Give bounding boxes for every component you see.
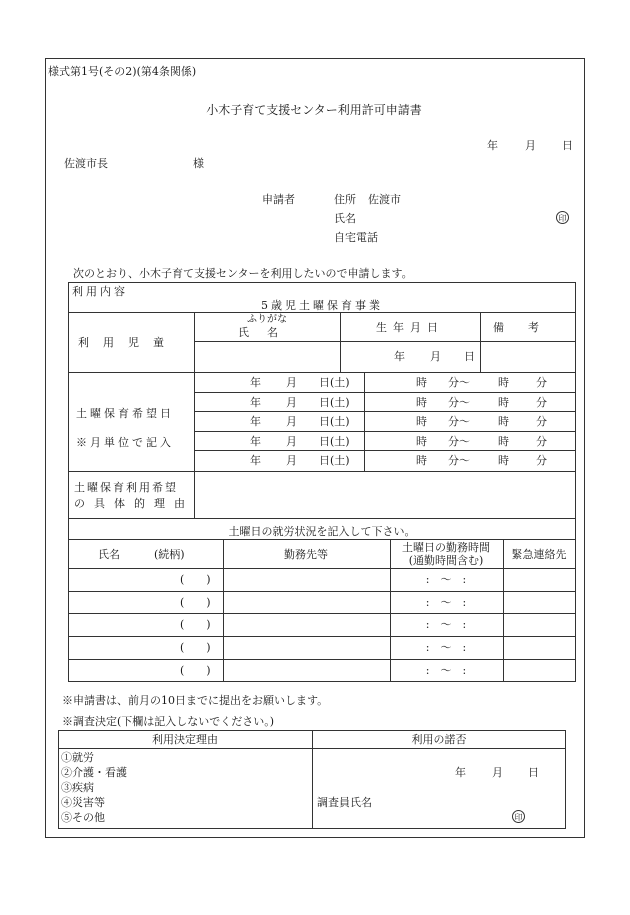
row-day: 日(土) — [319, 415, 350, 428]
work-time: : 〜 : — [425, 596, 467, 609]
row-min-start: 分〜 — [448, 435, 470, 448]
relation-paren: ( ) — [180, 641, 211, 654]
relation-paren: ( ) — [180, 573, 211, 586]
row-year: 年 — [250, 435, 261, 448]
address-value: 佐渡市 — [368, 193, 401, 206]
intro-text: 次のとおり、小木子育て支援センターを利用したいので申請します。 — [73, 267, 413, 280]
decision-table — [58, 730, 566, 829]
monthly-note: ※月単位で記入 — [76, 436, 174, 449]
decision-col-approval: 利用の諾否 — [411, 733, 467, 746]
row-hour-start: 時 — [416, 454, 427, 467]
row-year: 年 — [250, 376, 261, 389]
row-day: 日(土) — [319, 435, 350, 448]
date-month: 月 — [525, 139, 536, 152]
application-table — [68, 282, 576, 682]
birth-year: 年 — [394, 350, 405, 363]
row-month: 月 — [286, 454, 297, 467]
row-day: 日(土) — [319, 376, 350, 389]
furigana-label: ふりがな — [247, 314, 287, 325]
row-min-start: 分〜 — [448, 415, 470, 428]
row-month: 月 — [286, 396, 297, 409]
investigator-seal-icon: 印 — [512, 810, 525, 823]
saturday-dates-label: 土曜保育希望日 — [76, 407, 174, 420]
reason-item: ①就労 — [61, 751, 94, 764]
investigator-label: 調査員氏名 — [317, 796, 372, 809]
applicant-seal-icon: 印 — [556, 211, 569, 224]
row-min-end: 分 — [536, 415, 547, 428]
form-number: 様式第1号(その2)(第4条関係) — [48, 65, 197, 78]
remarks-label: 備考 — [493, 321, 563, 334]
work-time: : 〜 : — [425, 664, 467, 677]
work-time: : 〜 : — [425, 573, 467, 586]
row-month: 月 — [286, 415, 297, 428]
decision-day: 日 — [528, 766, 539, 779]
address-label: 住所 — [334, 193, 356, 206]
row-hour-start: 時 — [416, 435, 427, 448]
reason-item: ④災害等 — [61, 796, 105, 809]
row-hour-start: 時 — [416, 376, 427, 389]
row-hour-end: 時 — [498, 415, 509, 428]
row-year: 年 — [250, 454, 261, 467]
phone-label: 自宅電話 — [334, 231, 378, 244]
row-month: 月 — [286, 376, 297, 389]
form-title: 小木子育て支援センター利用許可申請書 — [206, 103, 422, 117]
row-min-end: 分 — [536, 454, 547, 467]
row-min-end: 分 — [536, 396, 547, 409]
row-min-start: 分〜 — [448, 376, 470, 389]
row-hour-start: 時 — [416, 415, 427, 428]
work-col-hours: 土曜日の勤務時間 — [402, 541, 490, 554]
program-name: 5歳児土曜保育事業 — [261, 299, 383, 312]
row-hour-end: 時 — [498, 376, 509, 389]
row-year: 年 — [250, 396, 261, 409]
addressee: 佐渡市長 — [64, 157, 108, 170]
decision-month: 月 — [492, 766, 503, 779]
row-hour-end: 時 — [498, 435, 509, 448]
row-min-start: 分〜 — [448, 454, 470, 467]
work-col-name: 氏名 — [98, 548, 120, 561]
date-day: 日 — [562, 139, 573, 152]
relation-paren: ( ) — [180, 664, 211, 677]
work-col-workplace: 勤務先等 — [284, 548, 328, 561]
birth-day: 日 — [464, 350, 475, 363]
work-caption: 土曜日の就労状況を記入して下さい。 — [228, 525, 416, 538]
row-day: 日(土) — [319, 396, 350, 409]
work-time: : 〜 : — [425, 641, 467, 654]
reason-label-line1: 土曜保育利用希望 — [74, 481, 178, 494]
relation-paren: ( ) — [180, 596, 211, 609]
deadline-note: ※申請書は、前月の10日までに提出をお願いします。 — [62, 694, 329, 707]
addressee-sama: 様 — [193, 157, 204, 170]
birthdate-label: 生年月日 — [376, 321, 444, 334]
row-hour-start: 時 — [416, 396, 427, 409]
name-label: 氏名 — [334, 212, 356, 225]
applicant-label: 申請者 — [262, 193, 295, 206]
row-month: 月 — [286, 435, 297, 448]
review-note: ※調査決定(下欄は記入しないでください。) — [62, 715, 275, 728]
row-hour-end: 時 — [498, 454, 509, 467]
date-year: 年 — [487, 139, 498, 152]
reason-label-line2: の具体的理由 — [74, 497, 194, 510]
row-day: 日(土) — [319, 454, 350, 467]
child-label: 利用児童 — [78, 336, 178, 349]
usage-label: 利用内容 — [72, 285, 128, 298]
work-col-relation: (続柄) — [154, 548, 185, 561]
decision-col-reason: 利用決定理由 — [152, 733, 218, 746]
relation-paren: ( ) — [180, 618, 211, 631]
row-hour-end: 時 — [498, 396, 509, 409]
row-min-end: 分 — [536, 376, 547, 389]
work-time: : 〜 : — [425, 618, 467, 631]
child-name-label: 氏名 — [238, 326, 296, 339]
row-min-start: 分〜 — [448, 396, 470, 409]
row-year: 年 — [250, 415, 261, 428]
decision-year: 年 — [455, 766, 466, 779]
work-col-emergency: 緊急連絡先 — [511, 548, 567, 561]
reason-item: ②介護・看護 — [61, 766, 127, 779]
reason-item: ⑤その他 — [61, 811, 105, 824]
work-col-hours-note: (通勤時間含む) — [408, 554, 484, 567]
birth-month: 月 — [430, 350, 441, 363]
reason-item: ③疾病 — [61, 781, 94, 794]
row-min-end: 分 — [536, 435, 547, 448]
